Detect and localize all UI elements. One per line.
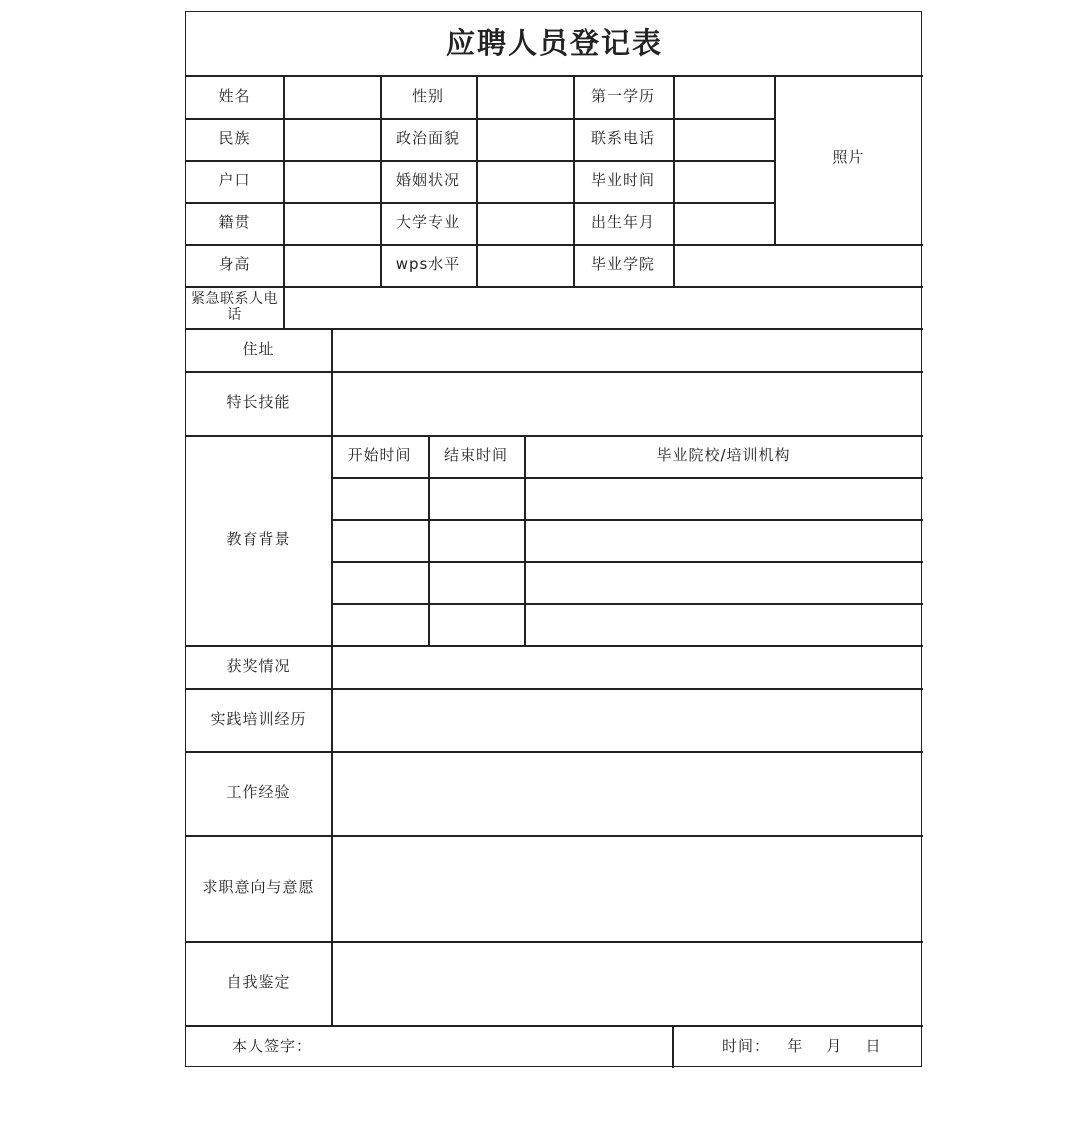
name-field[interactable] <box>284 76 380 118</box>
education-row-4-start[interactable] <box>332 604 428 645</box>
label-graduated-school: 毕业学院 <box>590 255 655 274</box>
marital-status-field[interactable] <box>477 161 573 202</box>
native-place-field[interactable] <box>284 203 380 244</box>
label-work: 工作经验 <box>226 783 291 802</box>
major-field[interactable] <box>477 203 573 244</box>
date-label: 时间： 年 月 日 <box>722 1036 882 1055</box>
education-row-1-school[interactable] <box>525 478 923 519</box>
graduation-time-field[interactable] <box>674 161 774 202</box>
label-awards: 获奖情况 <box>226 656 291 675</box>
divider <box>672 1025 674 1068</box>
ethnicity-field[interactable] <box>284 119 380 160</box>
education-row-4-end[interactable] <box>429 604 524 645</box>
education-row-1-end[interactable] <box>429 478 524 519</box>
training-field[interactable] <box>332 689 923 751</box>
education-row-3-end[interactable] <box>429 562 524 603</box>
label-phone: 联系电话 <box>590 129 655 148</box>
gender-field[interactable] <box>477 76 573 118</box>
label-major: 大学专业 <box>395 213 460 232</box>
awards-field[interactable] <box>332 646 923 688</box>
education-row-4-school[interactable] <box>525 604 923 645</box>
label-hukou: 户口 <box>218 171 251 190</box>
education-col-school: 毕业院校/培训机构 <box>656 446 791 465</box>
label-skills: 特长技能 <box>226 393 291 412</box>
label-ethnicity: 民族 <box>218 129 251 148</box>
skills-field[interactable] <box>332 372 923 435</box>
label-intention: 求职意向与意愿 <box>202 878 315 897</box>
label-education: 教育背景 <box>226 530 291 549</box>
height-field[interactable] <box>284 245 380 286</box>
registration-form <box>185 11 922 1067</box>
label-height: 身高 <box>218 255 251 274</box>
label-first-degree: 第一学历 <box>590 86 655 105</box>
label-native-place: 籍贯 <box>218 213 251 232</box>
label-photo: 照片 <box>832 147 865 166</box>
education-row-2-end[interactable] <box>429 520 524 561</box>
education-col-end: 结束时间 <box>443 446 508 465</box>
intention-field[interactable] <box>332 836 923 941</box>
self-eval-field[interactable] <box>332 942 923 1025</box>
education-row-2-start[interactable] <box>332 520 428 561</box>
education-row-2-school[interactable] <box>525 520 923 561</box>
label-gender: 性别 <box>411 86 444 105</box>
work-field[interactable] <box>332 752 923 835</box>
political-status-field[interactable] <box>477 119 573 160</box>
phone-field[interactable] <box>674 119 774 160</box>
first-degree-field[interactable] <box>674 76 774 118</box>
label-birth-date: 出生年月 <box>590 213 655 232</box>
label-marital-status: 婚姻状况 <box>395 171 460 190</box>
label-wps-level: wps水平 <box>395 255 461 274</box>
label-name: 姓名 <box>218 86 251 105</box>
education-row-1-start[interactable] <box>332 478 428 519</box>
form-title: 应聘人员登记表 <box>445 25 663 60</box>
signature-field[interactable] <box>326 1026 672 1067</box>
emergency-contact-field[interactable] <box>284 287 923 328</box>
label-address: 住址 <box>242 339 275 358</box>
address-field[interactable] <box>332 329 923 371</box>
label-training: 实践培训经历 <box>210 709 307 728</box>
signature-label: 本人签字： <box>232 1036 313 1055</box>
education-col-start: 开始时间 <box>347 446 412 465</box>
label-political-status: 政治面貌 <box>395 129 460 148</box>
birth-date-field[interactable] <box>674 203 774 244</box>
education-row-3-start[interactable] <box>332 562 428 603</box>
label-self-eval: 自我鉴定 <box>226 973 291 992</box>
hukou-field[interactable] <box>284 161 380 202</box>
wps-level-field[interactable] <box>477 245 573 286</box>
label-emergency-contact: 紧急联系人电话 <box>191 290 278 323</box>
graduated-school-field[interactable] <box>674 245 923 286</box>
education-row-3-school[interactable] <box>525 562 923 603</box>
label-graduation-time: 毕业时间 <box>590 171 655 190</box>
